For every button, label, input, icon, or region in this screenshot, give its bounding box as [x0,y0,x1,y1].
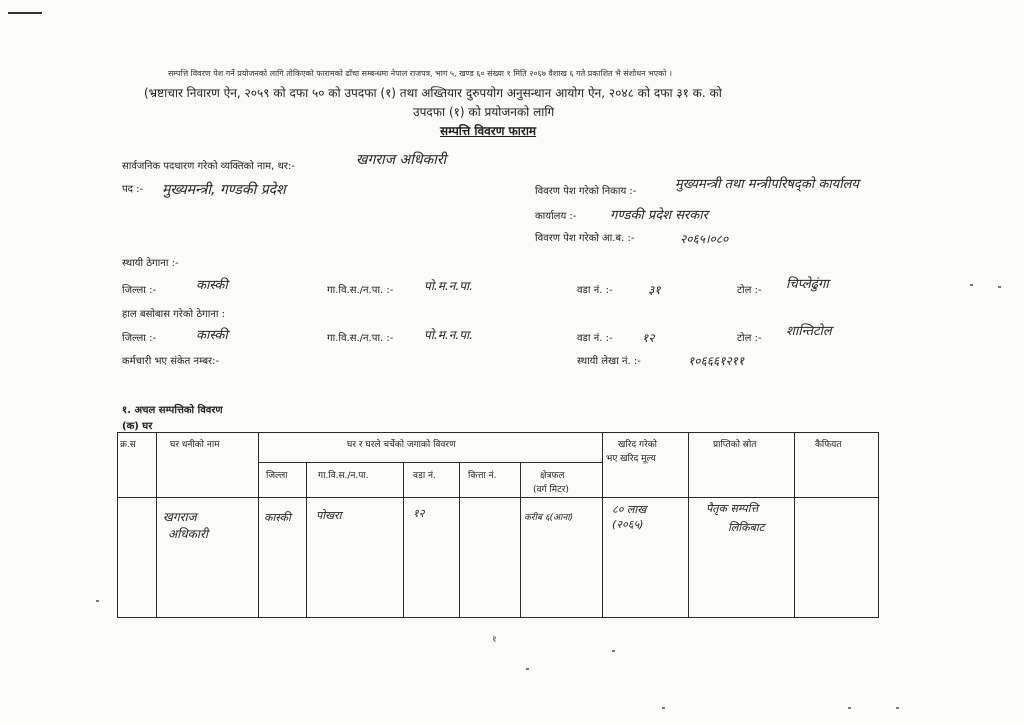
fiscal-year-value: २०६५।०८० [680,232,729,246]
section-subtitle: (क) घर [122,421,153,432]
section-title: १. अचल सम्पत्तिको विवरण [122,405,223,416]
post-label: पद :- [122,184,144,195]
header-notice: सम्पत्ति विवरण पेश गर्ने प्रयोजनको लागि तोकिएको फारामको ढाँचा सम्बन्धमा नेपाल राजपत्र, भाग ५, खण्ड ६० संख्या १ मिति २०६७ वैशाख ६ गते प्रकाशित भै संशोधन भएको । [168,69,672,78]
scan-speck [612,650,615,652]
scan-artifact-line [8,12,42,14]
row-owner-line2: अधिकारी [168,527,208,541]
row-source-line1: पैतृक सम्पत्ति [706,502,759,515]
employee-code-label: कर्मचारी भए संकेत नम्बर:- [122,356,220,367]
scan-speck [896,707,899,709]
header-purpose: उपदफा (१) को प्रयोजनको लागि [413,105,555,119]
col-header-location-group: घर र घरले चर्चेको जगाको विवरण [347,440,456,450]
scan-speck [662,707,665,709]
col-header-municipality: गा.वि.स./न.पा. [318,471,369,481]
permanent-account-value: १०६६६१२११ [688,354,745,368]
permanent-district-label: जिल्ला :- [122,285,157,296]
office-holder-value: खगराज अधिकारी [356,152,447,168]
office-value: गण्डकी प्रदेश सरकार [610,208,708,223]
row-price-line2: (२०६५) [612,518,644,531]
row-owner-line1: खगराज [163,510,197,524]
current-ward-value: १२ [642,331,655,345]
office-label: कार्यालय :- [535,211,577,222]
current-municipality-value: पो.म.न.पा. [424,328,473,342]
row-municipality: पोखरा [316,509,342,522]
col-header-area-line2: (वर्ग मिटर) [533,485,569,495]
col-header-price-line2: भए खरिद मूल्य [606,454,656,464]
col-header-owner: घर धनीको नाम [170,440,220,450]
permanent-ward-label: वडा नं. :- [577,285,613,296]
current-district-value: कास्की [196,328,228,343]
form-title: सम्पत्ति विवरण फाराम [440,124,537,138]
col-header-sn: क्र.स [120,440,136,450]
scan-speck [526,668,529,670]
row-district: कास्की [264,511,291,524]
scan-speck [96,600,99,602]
scan-speck [970,284,973,286]
permanent-address-label: स्थायी ठेगाना :- [122,258,179,269]
permanent-municipality-value: पो.म.न.पा. [424,279,473,293]
col-header-price-line1: खरिद गरेको [618,440,658,450]
col-header-kitta: कित्ता नं. [468,471,497,481]
current-district-label: जिल्ला :- [122,333,157,344]
row-price-line1: ८० लाख [612,503,647,516]
permanent-tole-label: टोल :- [737,285,762,296]
submitting-body-label: विवरण पेश गरेको निकाय :- [535,186,637,197]
col-header-ward: वडा नं. [413,471,436,481]
current-municipality-label: गा.वि.स./न.पा. :- [327,333,394,344]
permanent-ward-value: ३१ [648,283,661,297]
col-header-remarks: कैफियत [815,440,842,450]
page-number: १ [492,635,497,645]
permanent-account-label: स्थायी लेखा नं. :- [577,356,641,367]
current-tole-label: टोल :- [737,333,762,344]
current-address-label: हाल बसोबास गरेको ठेगाना : [122,309,226,320]
post-value: मुख्यमन्त्री, गण्डकी प्रदेश [162,182,286,198]
office-holder-label: सार्वजनिक पदधारण गरेको व्यक्तिको नाम, थर:- [122,161,295,172]
permanent-tole-value: चिप्लेढुंगा [786,277,829,292]
row-source-line2: लिकिबाट [728,521,765,534]
header-act-reference: (भ्रष्टाचार निवारण ऐन, २०५९ को दफा ५० को उपदफा (१) तथा अख्तियार दुरुपयोग अनुसन्धान आयोग ऐन, २०४८ को दफा ३१ क. को [144,86,722,100]
current-tole-value: शान्तिटोल [786,324,832,339]
scan-speck [848,707,851,709]
row-area: करीब ६(आना) [524,513,574,523]
permanent-municipality-label: गा.वि.स./न.पा. :- [327,285,394,296]
row-ward: १२ [413,507,425,520]
scan-speck [998,286,1001,288]
fiscal-year-label: विवरण पेश गरेको आ.ब. :- [535,233,635,244]
col-header-area-line1: क्षेत्रफल [540,471,565,481]
permanent-district-value: कास्की [196,278,228,293]
col-header-district: जिल्ला [266,471,288,481]
current-ward-label: वडा नं. :- [577,333,613,344]
col-header-source: प्राप्तिको स्रोत [713,440,757,450]
submitting-body-value: मुख्यमन्त्री तथा मन्त्रीपरिषद्को कार्यालय [675,177,859,192]
